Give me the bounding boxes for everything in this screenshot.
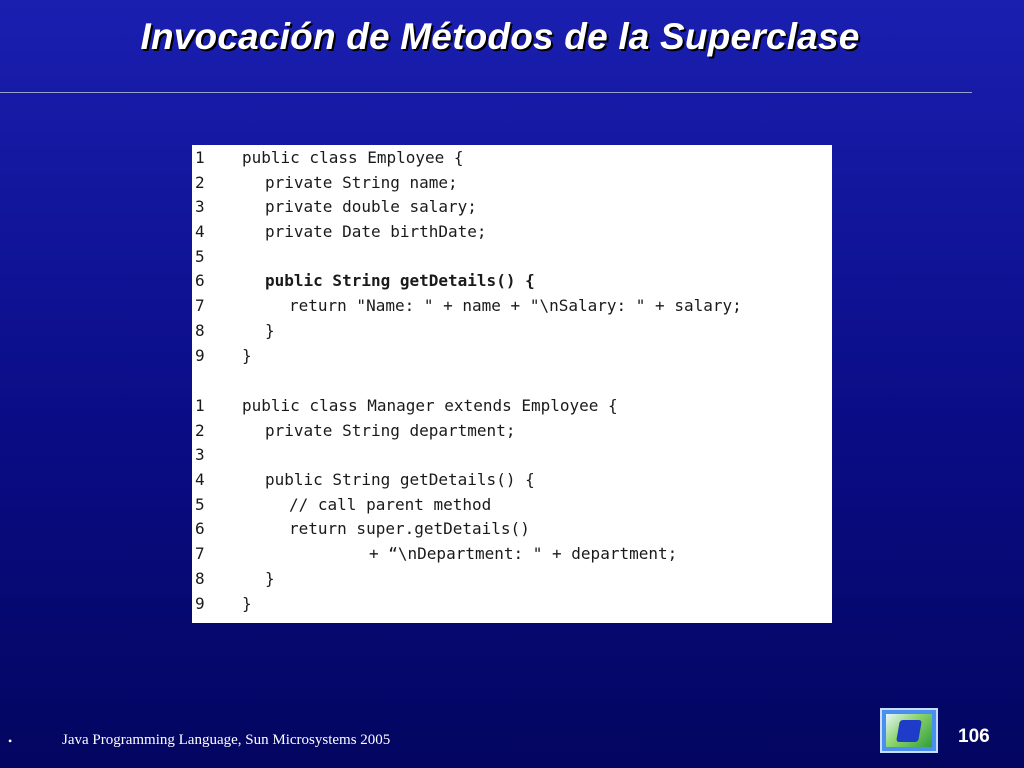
line-number: 3 xyxy=(195,197,205,217)
line-number: 1 xyxy=(195,148,205,167)
page-number: 106 xyxy=(958,726,990,747)
code-text: return super.getDetails() xyxy=(289,519,530,539)
line-number: 6 xyxy=(195,271,205,291)
code-text: // call parent method xyxy=(289,494,492,514)
line-number: 2 xyxy=(195,420,205,440)
line-number: 9 xyxy=(195,345,205,365)
line-number: 4 xyxy=(195,222,205,242)
pj-logo-icon xyxy=(880,708,938,753)
footer-bullet: • xyxy=(8,734,13,748)
code-text: } xyxy=(242,593,252,613)
code-text: public String getDetails() { xyxy=(265,271,535,291)
line-number: 5 xyxy=(195,494,205,514)
line-number: 7 xyxy=(195,296,205,316)
code-text: } xyxy=(242,345,252,365)
code-text: return "Name: " + name + "\nSalary: " + salary; xyxy=(289,296,742,316)
code-text: public class Employee { xyxy=(242,148,464,167)
title-divider xyxy=(0,92,972,93)
line-number: 8 xyxy=(195,320,205,340)
code-text: } xyxy=(265,568,275,588)
code-text: public String getDetails() { xyxy=(265,470,535,490)
code-text: + “\nDepartment: " + department; xyxy=(369,544,678,564)
line-number: 8 xyxy=(195,568,205,588)
slide-title: Invocación de Métodos de la Superclase xyxy=(140,16,860,57)
line-number: 5 xyxy=(195,246,205,266)
code-text: private String department; xyxy=(265,420,516,440)
line-number: 1 xyxy=(195,396,205,415)
line-number: 3 xyxy=(195,445,205,465)
code-text: private double salary; xyxy=(265,197,477,217)
line-number: 6 xyxy=(195,519,205,539)
code-listing xyxy=(192,145,832,623)
code-text: } xyxy=(265,320,275,340)
line-number: 2 xyxy=(195,172,205,192)
logo-background xyxy=(886,714,932,747)
line-number: 9 xyxy=(195,593,205,613)
code-text: private Date birthDate; xyxy=(265,222,487,242)
line-number: 4 xyxy=(195,470,205,490)
footer-source: Java Programming Language, Sun Microsystems 2005 xyxy=(62,732,391,748)
code-text: private String name; xyxy=(265,172,458,192)
line-number: 7 xyxy=(195,544,205,564)
code-text: public class Manager extends Employee { xyxy=(242,396,618,415)
logo-mark xyxy=(896,720,922,742)
